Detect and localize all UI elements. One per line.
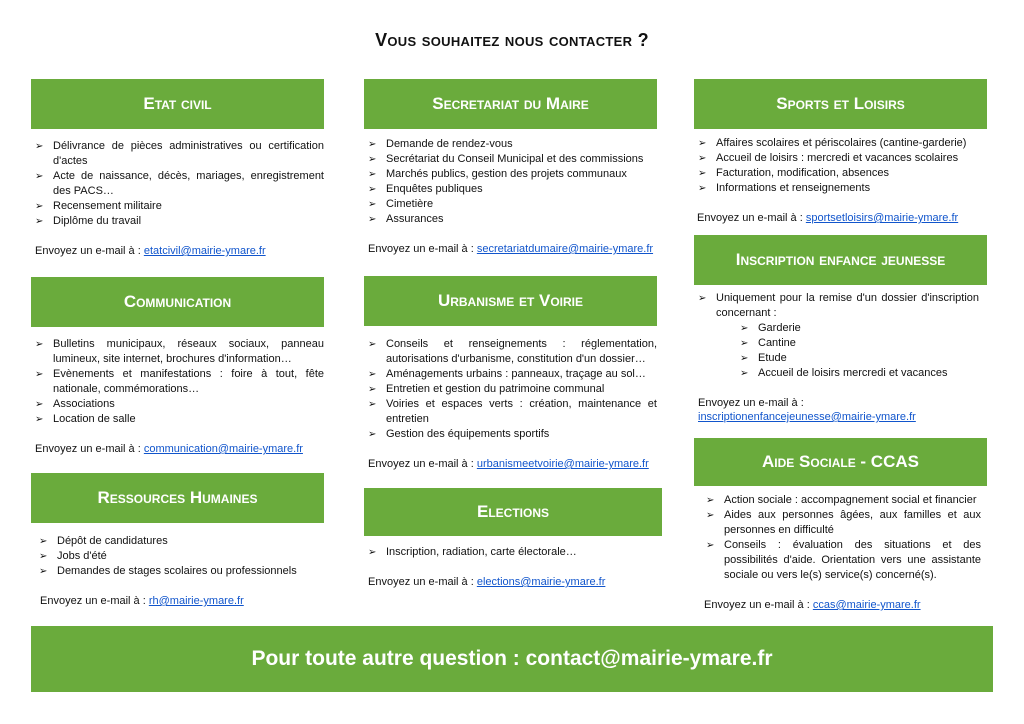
email-prefix: Envoyez un e-mail à : [704,599,813,611]
list-item: ➢ Evènements et manifestations : foire à tout, fête nationale, commémorations… [31,367,324,397]
section-rh [31,473,324,608]
section-title: Sports et Loisirs [694,79,987,129]
item-list [31,534,324,579]
item-list [694,291,987,321]
list-item: ➢ Acte de naissance, décès, mariages, enregistrement des PACS… [31,169,324,199]
email-link-etatcivil[interactable]: etatcivil@mairie-ymare.fr [143,245,266,257]
item-list [694,493,987,583]
email-link-elections[interactable]: elections@mairie-ymare.fr [476,576,606,588]
list-item: ➢ Conseils : évaluation des situations et des possibilités d'aide. Orientation vers une assistante sociale ou vers le(s) service(s) concerné(s). [702,538,981,583]
section-title: Etat civil [31,79,324,129]
section-ccas [694,438,987,612]
sub-list-item: ➢ Garderie [694,321,987,336]
email-prefix: Envoyez un e-mail à : [698,397,804,409]
section-title: Aide Sociale - CCAS [694,438,987,486]
email-line [31,594,324,608]
email-line [31,442,324,456]
list-item: ➢ Aides aux personnes âgées, aux familles et aux personnes en difficulté [702,508,981,538]
list-item: ➢ Facturation, modification, absences [694,166,987,181]
section-urbanisme [364,276,657,471]
email-link-inscription[interactable]: inscriptionenfancejeunesse@mairie-ymare.fr [698,411,916,423]
list-item: ➢ Dépôt de candidatures [35,534,324,549]
email-line [31,244,324,258]
list-item: ➢ Aménagements urbains : panneaux, traçage au sol… [364,367,657,382]
email-prefix: Envoyez un e-mail à : [697,212,806,224]
list-item: ➢ Entretien et gestion du patrimoine communal [364,382,657,397]
email-prefix: Envoyez un e-mail à : [368,458,477,470]
list-item: ➢ Jobs d'été [35,549,324,564]
sub-list-item: ➢ Accueil de loisirs mercredi et vacances [694,366,987,381]
sub-list-item: ➢ Cantine [694,336,987,351]
list-item: ➢ Informations et renseignements [694,181,987,196]
list-item: ➢ Location de salle [31,412,324,427]
list-item: ➢ Enquêtes publiques [364,182,657,197]
section-title: Secretariat du Maire [364,79,657,129]
list-item: ➢ Recensement militaire [31,199,324,214]
section-communication [31,277,324,456]
section-title: Ressources Humaines [31,473,324,523]
list-item: ➢ Associations [31,397,324,412]
list-item: ➢ Assurances [364,212,657,227]
list-item: ➢ Demandes de stages scolaires ou professionnels [35,564,324,579]
email-link-ccas[interactable]: ccas@mairie-ymare.fr [812,599,921,611]
list-item: ➢ Cimetière [364,197,657,212]
section-title: Inscription enfance jeunesse [694,235,987,285]
email-prefix: Envoyez un e-mail à : [368,243,477,255]
section-inscription [694,235,987,424]
list-item [694,291,979,321]
email-link-secretariat[interactable]: secretariatdumaire@mairie-ymare.fr [476,243,654,255]
email-prefix: Envoyez un e-mail à : [35,245,144,257]
item-list [31,337,324,427]
email-link-communication[interactable]: communication@mairie-ymare.fr [143,443,303,455]
section-etat-civil [31,79,324,258]
list-item: ➢ Demande de rendez-vous [364,137,657,152]
email-link-rh[interactable]: rh@mairie-ymare.fr [148,595,244,607]
section-secretariat [364,79,657,256]
item-list [364,545,662,560]
email-link-sports[interactable]: sportsetloisirs@mairie-ymare.fr [805,212,959,224]
list-item: ➢ Diplôme du travail [31,214,324,229]
section-sports [694,79,987,225]
list-item: ➢ Gestion des équipements sportifs [364,427,657,442]
list-item: ➢ Action sociale : accompagnement social et financier [702,493,981,508]
list-item: ➢ Affaires scolaires et périscolaires (cantine-garderie) [694,136,987,151]
contact-footer-banner: Pour toute autre question : contact@mairie-ymare.fr [31,626,993,692]
email-line [364,242,657,256]
item-list [364,137,657,227]
item-list [364,337,657,442]
page-title: Vous souhaitez nous contacter ? [375,30,649,50]
list-item: ➢ Bulletins municipaux, réseaux sociaux, panneau lumineux, site internet, brochures d'information… [31,337,324,367]
section-title: Communication [31,277,324,327]
email-line [364,575,662,589]
item-list [694,136,987,196]
list-item: ➢ Inscription, radiation, carte électorale… [364,545,662,560]
email-line [694,598,987,612]
section-title: Elections [364,488,662,536]
list-item: ➢ Conseils et renseignements : réglementation, autorisations d'urbanisme, constitution d'un dossier… [364,337,657,367]
list-item: ➢ Voiries et espaces verts : création, maintenance et entretien [364,397,657,427]
section-elections [364,488,662,589]
list-item: ➢ Marchés publics, gestion des projets communaux [364,167,657,182]
email-prefix: Envoyez un e-mail à : [35,443,144,455]
sub-list [694,321,987,381]
email-line [694,396,987,424]
email-prefix: Envoyez un e-mail à : [368,576,477,588]
sub-list-item: ➢ Etude [694,351,987,366]
list-item: ➢ Secrétariat du Conseil Municipal et des commissions [364,152,657,167]
list-item: ➢ Délivrance de pièces administratives ou certification d'actes [31,139,324,169]
email-prefix: Envoyez un e-mail à : [40,595,149,607]
inscription-intro: Uniquement pour la remise d'un dossier d'inscription concernant : [716,292,979,319]
section-title: Urbanisme et Voirie [364,276,657,326]
list-item: ➢ Accueil de loisirs : mercredi et vacances scolaires [694,151,987,166]
item-list [31,139,324,229]
email-line [694,211,987,225]
email-link-urbanisme[interactable]: urbanismeetvoirie@mairie-ymare.fr [476,458,649,470]
email-line [364,457,657,471]
